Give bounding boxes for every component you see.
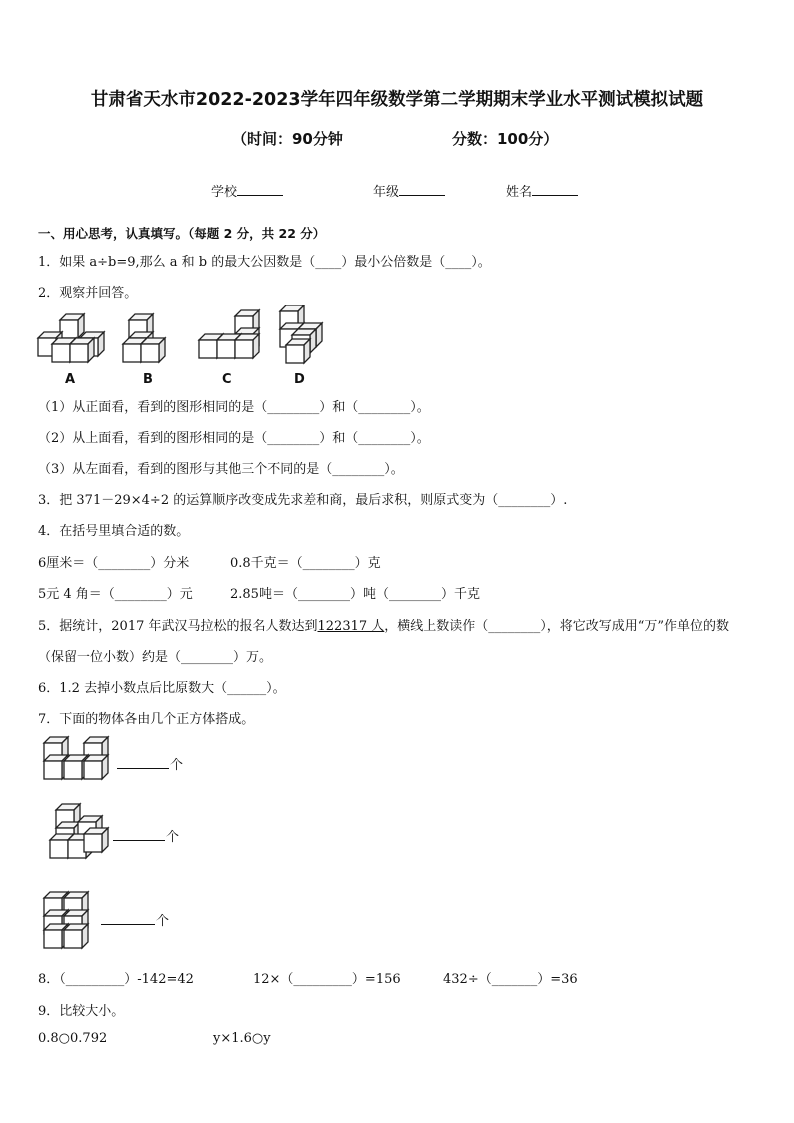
grade-blank[interactable] <box>399 183 445 196</box>
question-5 <box>38 615 729 634</box>
question-3: 3．把 371－29×4÷2 的运算顺序改变成先求差和商，最后求积，则原式变为（________）. <box>38 493 568 508</box>
q7-unit-2: 个 <box>166 830 180 845</box>
q7-unit-1: 个 <box>170 758 184 773</box>
question-4-item-c: 5元 4 角＝（________）元 <box>38 587 193 602</box>
question-7-stem: 7．下面的物体各由几个正方体搭成。 <box>38 712 255 727</box>
figure-a <box>38 314 104 362</box>
q7-unit-3: 个 <box>156 914 170 929</box>
question-6: 6．1.2 去掉小数点后比原数大（______）。 <box>38 681 286 696</box>
question-4-item-d: 2.85吨＝（________）吨（________）千克 <box>230 587 480 602</box>
name-label: 姓名 <box>506 185 533 200</box>
question-4-item-b: 0.8千克＝（________）克 <box>230 556 381 571</box>
question-9-item-b: y×1.6○y <box>213 1031 271 1046</box>
grade-label: 年级 <box>373 185 400 200</box>
question-5-text-pre: 5．据统计，2017 年武汉马拉松的报名人数达到 <box>38 619 318 634</box>
question-8-item-a: 8．（_________）-142=42 <box>38 972 194 987</box>
section-heading: 一、用心思考，认真填写。（每题 2 分，共 22 分） <box>38 226 326 241</box>
name-field <box>506 181 578 200</box>
name-blank[interactable] <box>532 183 578 196</box>
exam-score: 分数：100分） <box>452 130 559 148</box>
figure-b <box>123 314 165 362</box>
school-field <box>211 181 283 200</box>
question-2-part-1: （1）从正面看，看到的图形相同的是（________）和（________）。 <box>38 400 430 415</box>
question-5-text-post: ，横线上数读作（________），将它改写成用“万”作单位的数 <box>384 619 730 634</box>
question-4-stem: 4．在括号里填合适的数。 <box>38 524 190 539</box>
cube-figure-q7-1 <box>40 735 120 787</box>
exam-time: （时间：90分钟 <box>232 130 343 148</box>
question-2-part-2: （2）从上面看，看到的图形相同的是（________）和（________）。 <box>38 431 430 446</box>
question-1: 1．如果 a÷b=9,那么 a 和 b 的最大公因数是（____）最小公倍数是（____）。 <box>38 255 491 270</box>
cube-figure-q7-2 <box>44 800 114 866</box>
figure-label-d: D <box>294 372 305 387</box>
question-8-item-c: 432÷（_______）=36 <box>443 972 578 987</box>
question-5-line-2: （保留一位小数）约是（________）万。 <box>38 650 273 665</box>
page-title: 甘肃省天水市2022-2023学年四年级数学第二学期期末学业水平测试模拟试题 <box>90 90 704 110</box>
figure-label-c: C <box>222 372 232 387</box>
grade-field <box>373 181 445 200</box>
cube-figure-q7-3 <box>40 890 100 950</box>
figure-label-a: A <box>65 372 76 387</box>
cube-figures-q2 <box>36 305 336 369</box>
q7-answer-blank-1[interactable] <box>117 756 169 769</box>
question-5-number: 122317 人 <box>317 619 385 634</box>
question-2-stem: 2．观察并回答。 <box>38 286 138 301</box>
figure-c <box>199 310 259 358</box>
school-label: 学校 <box>211 185 238 200</box>
question-4-item-a: 6厘米＝（________）分米 <box>38 556 190 571</box>
school-blank[interactable] <box>237 183 283 196</box>
question-8-item-b: 12×（_________）=156 <box>253 972 401 987</box>
figure-d <box>280 305 322 363</box>
question-9-item-a: 0.8○0.792 <box>38 1031 108 1046</box>
question-9-stem: 9．比较大小。 <box>38 1004 125 1019</box>
question-2-part-3: （3）从左面看，看到的图形与其他三个不同的是（________）。 <box>38 462 404 477</box>
q7-answer-blank-3[interactable] <box>101 912 155 925</box>
figure-label-b: B <box>143 372 153 387</box>
q7-answer-blank-2[interactable] <box>113 828 165 841</box>
